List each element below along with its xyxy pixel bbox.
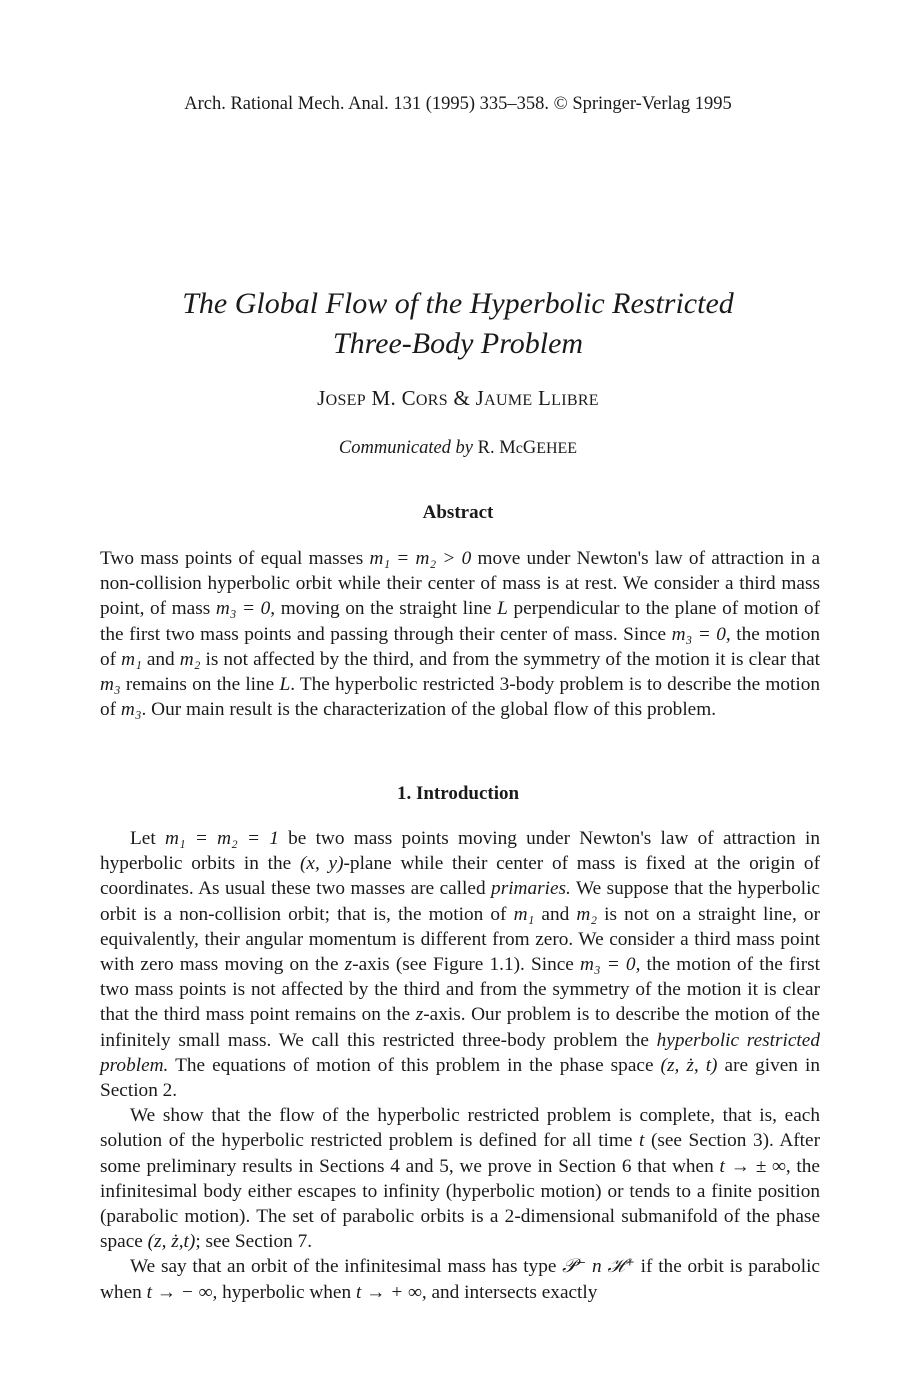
journal-header: Arch. Rational Mech. Anal. 131 (1995) 335–358. © Springer-Verlag 1995 [184, 94, 732, 114]
communicated-by: Communicated by R. McGEHEE [338, 438, 578, 458]
abstract-text: Two mass points of equal masses m₁ = m₂ > 0 move under Newton's law of attraction in a non-collision hyperbolic orbit while their center of mass is at rest. We consider a third mass point, of mass m₃ = 0, moving on the straight line L perpendicular to the plane of motion of the first two mass points and passing through their center of mass. Since m₃ = 0, the motion of m₁ and m₂ is not affected by the third, and from the symmetry of the motion it is clear that m₃ remains on the line L. The hyperbolic restricted 3-body problem is to describe the motion of m₃. Our main result is the characterization of the global flow of this problem. [100, 548, 821, 721]
title-line-1: The Global Flow of the Hyperbolic Restricted [182, 287, 734, 320]
introduction-text [100, 826, 820, 1305]
introduction-heading: 1. Introduction [396, 783, 520, 804]
authors: JOSEP M. CORS & JAUME LLIBRE [317, 386, 599, 410]
intro-paragraph-1: Let m₁ = m₂ = 1 be two mass points moving under Newton's law of attraction in hyperbolic orbits in the (x, y)-plane while their center of mass is fixed at the origin of coordinates. As usual these two masses are called primaries. We suppose that the hyperbolic orbit is a non-collision orbit; that is, the motion of m₁ and m₂ is not on a straight line, or equivalently, their angular momentum is different from zero. We consider a third mass point with zero mass moving on the z-axis (see Figure 1.1). Since m₃ = 0, the motion of the first two mass points is not affected by the third and from the symmetry of the motion it is clear that the third mass point remains on the z-axis. Our problem is to describe the motion of the infinitely small mass. We call this restricted three-body problem the hyperbolic restricted problem. The equations of motion of this problem in the phase space (z, ż, t) are given in Section 2. [100, 828, 820, 1102]
intro-paragraph-3: We say that an orbit of the infinitesimal mass has type 𝒫⁻ n ℋ⁺ if the orbit is parabolic when t → − ∞, hyperbolic when t → + ∞, and intersects exactly [100, 1256, 820, 1303]
abstract-heading: Abstract [422, 502, 494, 523]
paper-title [60, 284, 856, 364]
intro-paragraph-2: We show that the flow of the hyperbolic restricted problem is complete, that is, each solution of the hyperbolic restricted problem is defined for all time t (see Section 3). After some preliminary results in Sections 4 and 5, we prove in Section 6 that when t → ± ∞, the infinitesimal body either escapes to infinity (hyperbolic motion) or tends to a finite position (parabolic motion). The set of parabolic orbits is a 2-dimensional submanifold of the phase space (z, ż,t); see Section 7. [100, 1105, 820, 1253]
title-line-2: Three-Body Problem [332, 327, 584, 360]
